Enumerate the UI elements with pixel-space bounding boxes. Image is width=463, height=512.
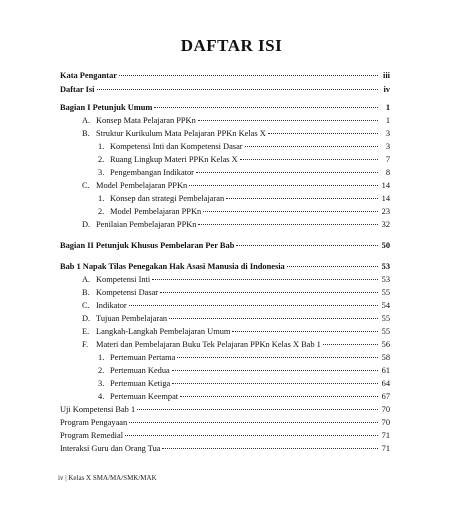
- toc-entry-title: Uji Kompetensi Bab 1: [60, 405, 136, 414]
- toc-entry[interactable]: [60, 70, 390, 82]
- toc-entry-page-number: 53: [381, 262, 390, 271]
- dot-leader: [198, 224, 378, 225]
- toc-entry-number: 1.: [98, 194, 105, 203]
- toc-entry-title: Model Pembelajaran PPKn: [110, 207, 202, 216]
- toc-entry[interactable]: [60, 206, 390, 218]
- toc-entry-title: Kata Pengantar: [60, 71, 117, 80]
- toc-entry[interactable]: [60, 193, 390, 205]
- dot-leader: [162, 448, 378, 449]
- toc-entry-number: 3.: [98, 168, 105, 177]
- toc-entry-title: Pertemuan Keempat: [110, 392, 179, 401]
- toc-entry-page-number: 64: [381, 379, 390, 388]
- toc-entry-title: Pengembangan Indikator: [110, 168, 194, 177]
- dot-leader: [97, 89, 378, 90]
- toc-entry-page-number: 14: [381, 194, 390, 203]
- dot-leader: [137, 409, 378, 410]
- toc-entry-number: A.: [82, 116, 91, 125]
- toc-entry-page-number: 1: [385, 116, 390, 125]
- toc-entry-number: 2.: [98, 155, 105, 164]
- toc-entry-page-number: 71: [381, 431, 390, 440]
- toc-entry-title: Kompetensi Inti: [96, 275, 151, 284]
- toc-entry-page-number: 3: [385, 142, 390, 151]
- toc-entry-title: Model Pembelajaran PPKn: [96, 181, 188, 190]
- toc-entry-number: B.: [82, 288, 90, 297]
- toc-entry-page-number: 7: [385, 155, 390, 164]
- toc-entry-title: Bagian II Petunjuk Khusus Pembelaran Per Bab: [60, 241, 235, 250]
- toc-entry-page-number: 54: [381, 301, 390, 310]
- toc-entry-page-number: 32: [381, 220, 390, 229]
- toc-entry-title: Program Remedial: [60, 431, 124, 440]
- toc-entry[interactable]: [60, 365, 390, 377]
- toc-entry-title: Tujuan Pembelajaran: [96, 314, 168, 323]
- toc-entry-page-number: 61: [381, 366, 390, 375]
- toc-entry-title: Konsep Mata Pelajaran PPKn: [96, 116, 196, 125]
- toc-entry-page-number: 70: [381, 418, 390, 427]
- toc-entry[interactable]: [60, 141, 390, 153]
- toc-entry-title: Kompetensi Dasar: [96, 288, 159, 297]
- toc-entry[interactable]: [60, 313, 390, 325]
- toc-entry[interactable]: [60, 128, 390, 140]
- toc-entry-page-number: 8: [385, 168, 390, 177]
- toc-entry-number: 4.: [98, 392, 105, 401]
- toc-entry-title: Indikator: [96, 301, 127, 310]
- toc-entry-number: 2.: [98, 366, 105, 375]
- toc-entry[interactable]: [60, 240, 390, 252]
- toc-entry-page-number: 1: [385, 103, 390, 112]
- page-title: DAFTAR ISI: [180, 36, 283, 55]
- toc-entry-title: Pertemuan Kedua: [110, 366, 170, 375]
- toc-entry-title: Bagian I Petunjuk Umum: [60, 103, 153, 112]
- toc-entry-page-number: 14: [381, 181, 390, 190]
- toc-entry[interactable]: [60, 102, 390, 114]
- toc-entry[interactable]: [60, 417, 390, 429]
- toc-entry-page-number: 56: [381, 340, 390, 349]
- toc-entry-title: Pertemuan Ketiga: [110, 379, 171, 388]
- toc-entry[interactable]: [60, 378, 390, 390]
- toc-entry[interactable]: [60, 443, 390, 455]
- dot-leader: [245, 146, 378, 147]
- toc-entry-title: Interaksi Guru dan Orang Tua: [60, 444, 161, 453]
- dot-leader: [172, 383, 378, 384]
- toc-entry-page-number: 53: [381, 275, 390, 284]
- toc-entry-number: D.: [82, 314, 91, 323]
- toc-entry[interactable]: [60, 430, 390, 442]
- toc-entry[interactable]: [60, 326, 390, 338]
- dot-leader: [125, 435, 378, 436]
- toc-entry-page-number: iv: [383, 85, 390, 94]
- dot-leader: [226, 198, 378, 199]
- toc-entry[interactable]: [60, 287, 390, 299]
- dot-leader: [232, 331, 378, 332]
- dot-leader: [119, 75, 378, 76]
- toc-entry-page-number: 3: [385, 129, 390, 138]
- dot-leader: [236, 245, 378, 246]
- dot-leader: [196, 172, 378, 173]
- toc-entry-title: Kompetensi Inti dan Kompetensi Dasar: [110, 142, 243, 151]
- toc-entry-number: 1.: [98, 142, 105, 151]
- dot-leader: [129, 422, 378, 423]
- dot-leader: [160, 292, 378, 293]
- toc-entry[interactable]: [60, 339, 390, 351]
- toc-entry-page-number: 71: [381, 444, 390, 453]
- dot-leader: [152, 279, 378, 280]
- toc-entry-page-number: 50: [381, 241, 390, 250]
- toc-entry[interactable]: [60, 391, 390, 403]
- toc-entry-page-number: 23: [381, 207, 390, 216]
- dot-leader: [240, 159, 378, 160]
- toc-entry-page-number: 70: [381, 405, 390, 414]
- toc-entry[interactable]: [60, 404, 390, 416]
- dot-leader: [189, 185, 378, 186]
- toc-entry-title: Ruang Lingkup Materi PPKn Kelas X: [110, 155, 238, 164]
- toc-entry-number: D.: [82, 220, 91, 229]
- toc-entry-title: Program Pengayaan: [60, 418, 128, 427]
- toc-entry[interactable]: [60, 352, 390, 364]
- toc-entry-number: C.: [82, 301, 90, 310]
- dot-leader: [154, 107, 378, 108]
- toc-entry-page-number: 55: [381, 314, 390, 323]
- dot-leader: [180, 396, 378, 397]
- toc-entry-number: B.: [82, 129, 90, 138]
- toc-entry[interactable]: [60, 167, 390, 179]
- dot-leader: [323, 344, 378, 345]
- toc-entry[interactable]: [60, 154, 390, 166]
- dot-leader: [129, 305, 378, 306]
- toc-entry-title: Daftar Isi: [60, 85, 95, 94]
- dot-leader: [172, 370, 378, 371]
- toc-entry-number: F.: [82, 340, 89, 349]
- toc-entry[interactable]: [60, 180, 390, 192]
- toc-entry[interactable]: [60, 115, 390, 127]
- toc-entry-page-number: iii: [383, 71, 390, 80]
- dot-leader: [198, 120, 378, 121]
- toc-entry-number: 3.: [98, 379, 105, 388]
- toc-entry[interactable]: [60, 219, 390, 231]
- dot-leader: [203, 211, 378, 212]
- toc-entry-title: Pertemuan Pertama: [110, 353, 176, 362]
- toc-entry-page-number: 58: [381, 353, 390, 362]
- toc-entry[interactable]: [60, 261, 390, 273]
- toc-entry-page-number: 55: [381, 327, 390, 336]
- page-footer: iv | Kelas X SMA/MA/SMK/MAK: [58, 474, 157, 482]
- toc-entry[interactable]: [60, 84, 390, 96]
- toc-entry-title: Penilaian Pembelajaran PPKn: [96, 220, 197, 229]
- dot-leader: [268, 133, 378, 134]
- toc-entry-number: C.: [82, 181, 90, 190]
- toc-entry[interactable]: [60, 274, 390, 286]
- toc-entry-title: Konsep dan strategi Pembelajaran: [110, 194, 225, 203]
- toc-entry-page-number: 55: [381, 288, 390, 297]
- toc-entry-title: Materi dan Pembelajaran Buku Tek Pelajaran PPKn Kelas X Bab 1: [96, 340, 321, 349]
- toc-entry-title: Bab 1 Napak Tilas Penegakan Hak Asasi Manusia di Indonesia: [60, 262, 285, 271]
- toc-entry[interactable]: [60, 300, 390, 312]
- toc-entry-title: Langkah-Langkah Pembelajaran Umum: [96, 327, 231, 336]
- toc-entry-number: 2.: [98, 207, 105, 216]
- toc-entry-title: Struktur Kurikulum Mata Pelajaran PPKn Kelas X: [96, 129, 266, 138]
- dot-leader: [287, 266, 378, 267]
- dot-leader: [169, 318, 378, 319]
- toc-entry-page-number: 67: [381, 392, 390, 401]
- toc-entry-number: 1.: [98, 353, 105, 362]
- toc-entry-number: E.: [82, 327, 90, 336]
- toc-entry-number: A.: [82, 275, 91, 284]
- dot-leader: [177, 357, 378, 358]
